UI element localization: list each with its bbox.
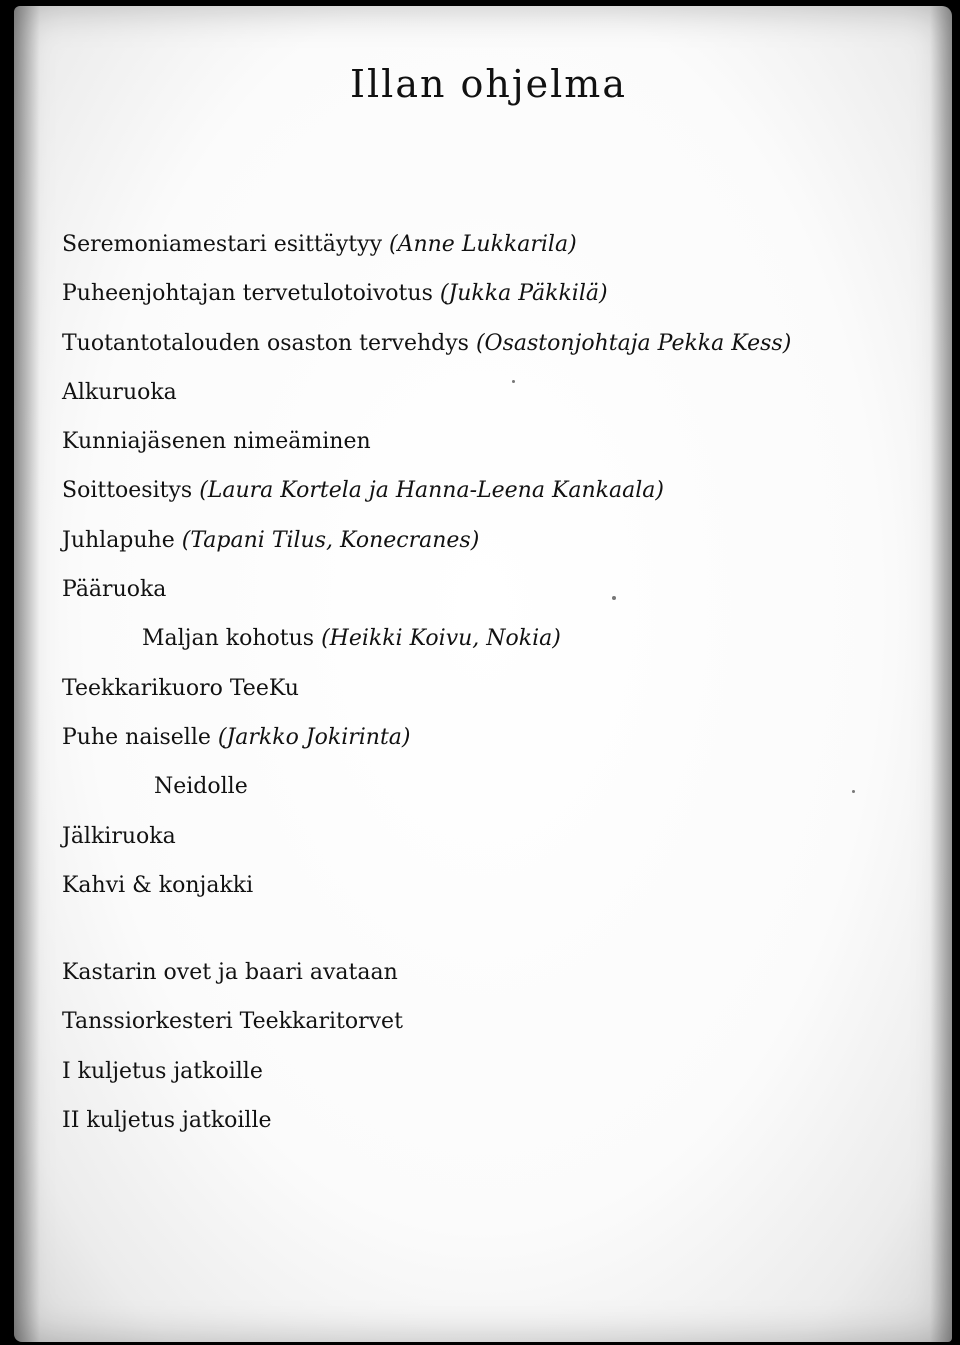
program-item-text: Maljan kohotus [142, 626, 322, 652]
program-item [62, 664, 791, 713]
program-item [62, 319, 791, 368]
program-item-text: Pääruoka [62, 577, 167, 603]
program-item [62, 762, 791, 811]
program-item-performer: (Tapani Tilus, Konecranes) [181, 527, 480, 553]
program-item [62, 861, 791, 910]
program-item-text: Jälkiruoka [62, 823, 176, 849]
paper-speck [612, 596, 616, 600]
program-item [62, 269, 791, 318]
paper-edge-shadow-left [14, 6, 40, 1342]
after-party-item: Kastarin ovet ja baari avataan [62, 960, 398, 985]
program-item [62, 713, 791, 762]
after-party-list [62, 948, 403, 1145]
program-item [62, 417, 791, 466]
program-item [62, 368, 791, 417]
program-item-text: Kunniajäsenen nimeäminen [62, 429, 371, 455]
program-item [62, 812, 791, 861]
paper-edge-shadow-right [930, 6, 952, 1342]
program-item-text: Puheenjohtajan tervetulotoivotus [62, 281, 440, 307]
program-item-text: Teekkarikuoro TeeKu [62, 675, 299, 701]
program-item-performer: (Jukka Päkkilä) [439, 281, 608, 307]
program-item [62, 220, 791, 269]
program-item-text: Alkuruoka [62, 379, 177, 405]
program-item-performer: (Anne Lukkarila) [389, 232, 577, 257]
program-item-performer: (Osastonjohtaja Pekka Kess) [475, 330, 792, 356]
program-list [62, 220, 791, 910]
program-item-performer: (Laura Kortela ja Hanna-Leena Kankaala) [199, 478, 664, 504]
after-party-item: I kuljetus jatkoille [62, 1058, 263, 1084]
program-item [62, 565, 791, 614]
after-party-item: Tanssiorkesteri Teekkaritorvet [62, 1009, 403, 1035]
program-item-performer: (Heikki Koivu, Nokia) [321, 626, 561, 652]
program-item-text: Kahvi & konjakki [62, 872, 254, 898]
program-item [62, 466, 791, 515]
program-item-text: Soittoesitys [62, 478, 200, 504]
program-item-performer: (Jarkko Jokirinta) [217, 724, 411, 750]
program-item-text: Juhlapuhe [62, 527, 182, 553]
program-item-text: Puhe naiselle [62, 724, 218, 750]
program-item [62, 516, 791, 565]
program-item [62, 614, 791, 663]
program-item-text: Neidolle [154, 774, 248, 800]
page-title: Illan ohjelma [350, 62, 627, 106]
after-party-item: II kuljetus jatkoille [62, 1107, 272, 1133]
paper-speck [512, 380, 515, 383]
paper-speck [852, 790, 855, 793]
program-item-text: Tuotantotalouden osaston tervehdys [62, 330, 476, 356]
program-item-text: Seremoniamestari esittäytyy [62, 232, 389, 257]
